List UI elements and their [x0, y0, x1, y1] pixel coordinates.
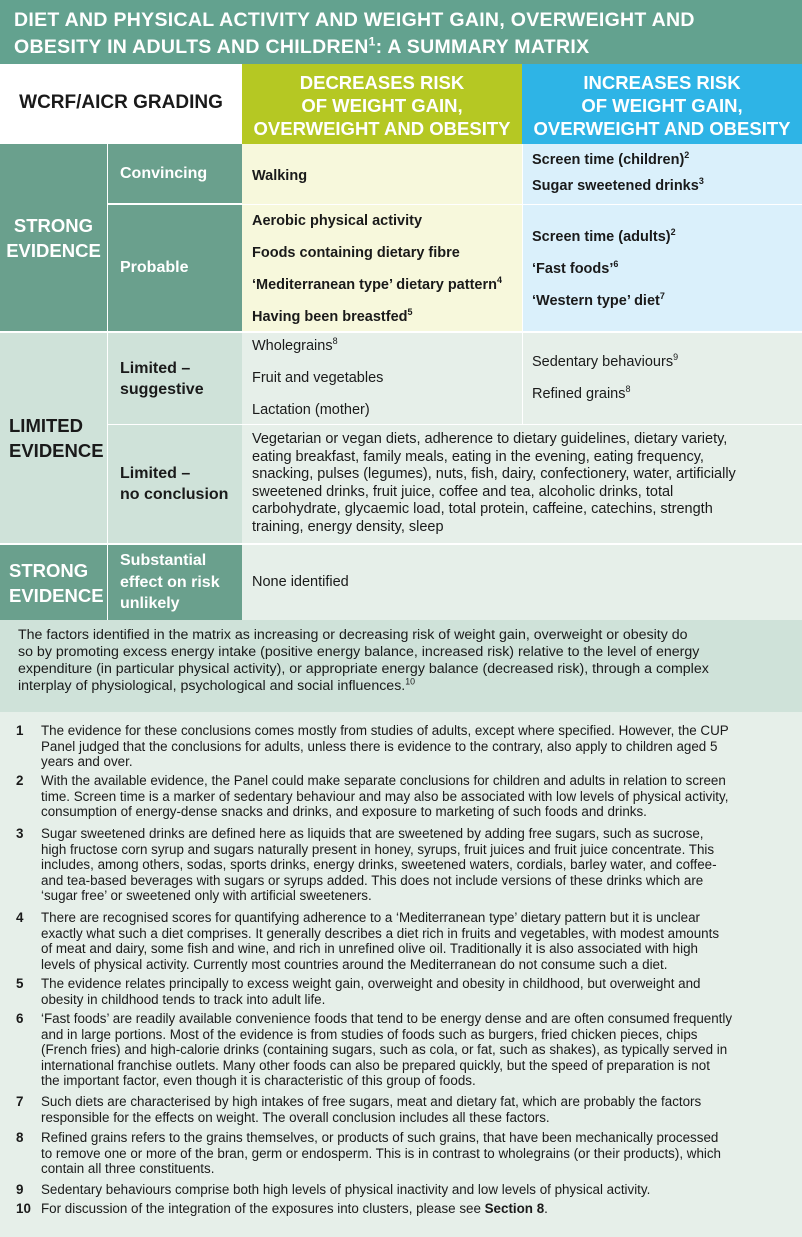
grading-column-header: WCRF/AICR GRADING — [0, 64, 242, 144]
strong-evidence-label: STRONG EVIDENCE — [0, 144, 107, 331]
factor-mediterranean-diet: ‘Mediterranean type’ dietary pattern$^4$ — [252, 275, 502, 293]
factor-aerobic-activity: Aerobic physical activity — [252, 213, 423, 229]
matrix-title — [0, 0, 802, 64]
section-8-link[interactable]: Section 8 — [484, 1201, 545, 1216]
none-identified-cell: None identified — [242, 545, 802, 620]
factor-refined-grains: Refined grains$^8$ — [532, 384, 631, 402]
decreases-risk-header: DECREASES RISK OF WEIGHT GAIN, OVERWEIGHT AND OBESITY — [242, 64, 522, 144]
probable-decreases-cell — [242, 205, 522, 331]
no-conclusion-cell: Vegetarian or vegan diets, adherence to dietary guidelines, dietary variety, eating breakfast, family meals, eating in the evening, eating frequency, snacking, pulses (legumes), nuts, fish, dairy, confectionery, water, artificially sweetened drinks, fruit juice, coffee and tea, alcoholic drinks, total carbohydrate, glycaemic load, total protein, caffeine, catechins, strength training, energy density, sleep — [242, 425, 802, 543]
substantial-effect-label: Substantial effect on risk unlikely — [107, 545, 242, 620]
summary-paragraph: The factors identified in the matrix as increasing or decreasing risk of weight gain, overweight or obesity do so by promoting excess energy intake (positive energy balance, increased risk) relative to the level of energy expenditure (in particular physical activity), or appropriate energy balance (decreased risk), through a complex interplay of physiological, psychological and social influences.$^{10}$ — [0, 620, 802, 712]
convincing-label: Convincing — [107, 144, 242, 205]
factor-sedentary-behaviours: Sedentary behaviours$^9$ — [532, 352, 679, 370]
limited-no-conclusion-label: Limited – no conclusion — [107, 425, 242, 543]
limited-evidence-label: LIMITED EVIDENCE — [0, 333, 107, 543]
suggestive-increases-cell — [522, 333, 802, 425]
convincing-decreases-cell — [242, 144, 522, 205]
footnote-ref[interactable]: 1 — [368, 34, 376, 49]
convincing-increases-cell — [522, 144, 802, 205]
factor-screen-time-children: Screen time (children)$^2$ — [532, 150, 690, 168]
title-line-1: DIET AND PHYSICAL ACTIVITY AND WEIGHT GAIN, OVERWEIGHT AND — [14, 9, 695, 31]
factor-wholegrains: Wholegrains$^8$ — [252, 336, 338, 354]
factor-breastfed: Having been breastfed$^5$ — [252, 307, 413, 325]
increases-risk-header: INCREASES RISK OF WEIGHT GAIN, OVERWEIGHT AND OBESITY — [522, 64, 802, 144]
factor-sugar-sweetened-drinks: Sugar sweetened drinks$^3$ — [532, 175, 704, 194]
title-line-2: OBESITY IN ADULTS AND CHILDREN$^1$: A SUMMARY MATRIX — [14, 34, 590, 58]
probable-increases-cell — [522, 205, 802, 331]
strong-evidence-unlikely-label: STRONG EVIDENCE — [0, 545, 107, 620]
factor-dietary-fibre: Foods containing dietary fibre — [252, 245, 460, 261]
footnotes: 1 The evidence for these conclusions comes mostly from studies of adults, except where specified. However, the CUP Panel judged that the conclusions for adults, unless there is evidence to the contrary, also apply to children aged 5 years and over. 2 With the available evidence, the Panel could make separate conclusions for children and adults in relation to screen time. Screen time is a marker of sedentary behaviour and may also be associated with low levels of physical activity, consumption of energy-dense snacks and drinks, and exposure to marketing of such foods and drinks. 3 Sugar sweetened drinks are defined here as liquids that are sweetened by adding free sugars, such as sucrose, high fructose corn syrup and sugars naturally present in honey, syrups, fruit juices and fruit juice concentrate. This includes, among others, sodas, sports drinks, energy drinks, sweetened waters, cordials, barley water, and coffee- and tea-based beverages with sugars or syrups added. This does not include versions of these drinks which are ‘sugar free’ or sweetened only with artificial sweeteners. 4 There are recognised scores for quantifying adherence to a ‘Mediterranean type’ dietary pattern but it is unclear exactly what such a diet comprises. It generally describes a diet rich in fruits and vegetables, with modest amounts of meat and dairy, some fish and wine, and rich in unrefined olive oil. Traditionally it is also associated with high levels of physical activity. Currently most countries around the Mediterranean do not consume such a diet. 5 The evidence relates principally to excess weight gain, overweight and obesity in childhood, but overweight and obesity in childhood tends to track into adult life. 6 ‘Fast foods’ are readily available convenience foods that tend to be energy dense and are often consumed frequently and in large portions. Most of the evidence is from studies of foods such as burgers, fried chicken pieces, chips (French fries) and high-calorie drinks (containing sugars, such as cola, or fat, such as shakes), as typically served in international franchise outlets. Many other foods can also be prepared quickly, but the speed of preparation is not the important factor, even though it is characteristic of this group of foods. 7 Such diets are characterised by high intakes of free sugars, meat and dietary fat, which are probably the factors responsible for the effects on weight. The overall conclusion includes all these factors. 8 Refined grains refers to the grains themselves, or products of such grains, that have been mechanically processed to remove one or more of the bran, germ or endosperm. This is in contrast to wholegrains (or their products), which contain all three constituents. 9 Sedentary behaviours comprise both high levels of physical inactivity and low levels of physical activity. 10 For discussion of the integration of the exposures into clusters, please see Section 8. — [0, 712, 802, 1237]
limited-suggestive-label: Limited – suggestive — [107, 333, 242, 425]
factor-fruit-vegetables: Fruit and vegetables — [252, 370, 384, 386]
factor-walking: Walking — [252, 168, 308, 184]
factor-fast-foods: ‘Fast foods’$^6$ — [532, 259, 619, 277]
suggestive-decreases-cell — [242, 333, 522, 425]
factor-screen-time-adults: Screen time (adults)$^2$ — [532, 227, 676, 245]
factor-lactation: Lactation (mother) — [252, 402, 370, 418]
factor-western-diet: ‘Western type’ diet$^7$ — [532, 291, 665, 309]
probable-label: Probable — [107, 205, 242, 331]
